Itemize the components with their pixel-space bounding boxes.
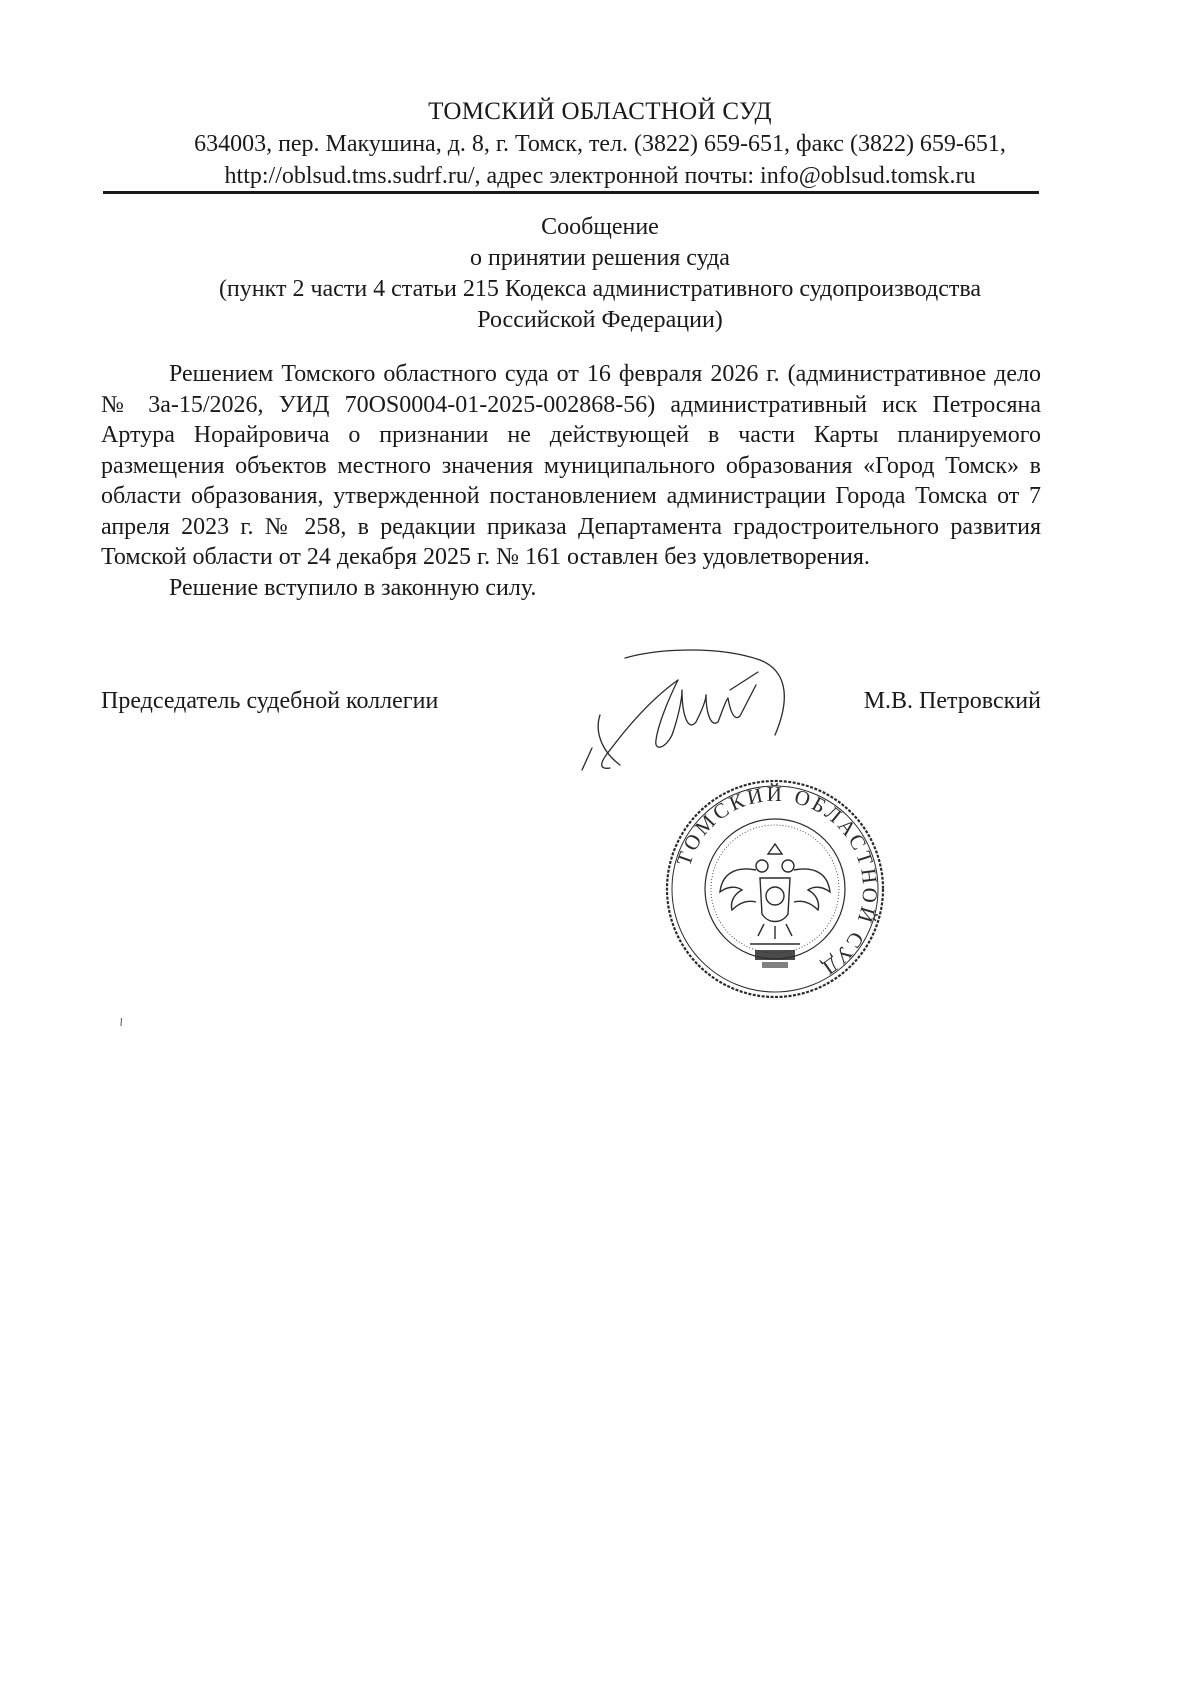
- court-letterhead: [100, 96, 1100, 192]
- court-web-contacts: http://oblsud.tms.sudrf.ru/, адрес электронной почты: info@oblsud.tomsk.ru: [224, 163, 976, 189]
- court-address: 634003, пер. Макушина, д. 8, г. Томск, тел. (3822) 659-651, факс (3822) 659-651,: [194, 131, 1006, 157]
- notice-heading: [100, 212, 1100, 336]
- signatory-position: Председатель судебной коллегии: [101, 688, 439, 714]
- notice-subtitle: о принятии решения суда: [470, 245, 730, 271]
- court-name: ТОМСКИЙ ОБЛАСТНОЙ СУД: [428, 98, 772, 125]
- handwritten-signature: [570, 640, 800, 780]
- notice-legal-basis-cont: Российской Федерации): [477, 307, 723, 333]
- signatory-name: М.В. Петровский: [863, 688, 1041, 714]
- notice-legal-basis: (пункт 2 части 4 статьи 215 Кодекса административного судопроизводства: [218, 276, 982, 302]
- seal-text: ТОМСКИЙ ОБЛАСТНОЙ СУД: [671, 781, 883, 982]
- court-seal: [660, 774, 890, 1004]
- effect-paragraph: Решение вступило в законную силу.: [169, 574, 537, 601]
- notice-body: [101, 359, 1041, 603]
- notice-title: Сообщение: [541, 214, 659, 240]
- scan-artifact: [120, 1018, 123, 1026]
- decision-paragraph: Решением Томского областного суда от 16 февраля 2026 г. (административное дело № 3а-15/2026, УИД 70OS0004-01-2025-002868-56) административный иск Петросяна Артура Норайровича о признании не действующей в части Карты планируемого размещения объектов местного значения муниципального образования «Город Томск» в области образования, утвержденной постановлением администрации Города Томска от 7 апреля 2023 г. № 258, в редакции приказа Департамента градостроительного развития Томской области от 24 декабря 2025 г. № 161 оставлен без удовлетворения.: [101, 361, 1041, 570]
- letterhead-rule: [103, 191, 1039, 194]
